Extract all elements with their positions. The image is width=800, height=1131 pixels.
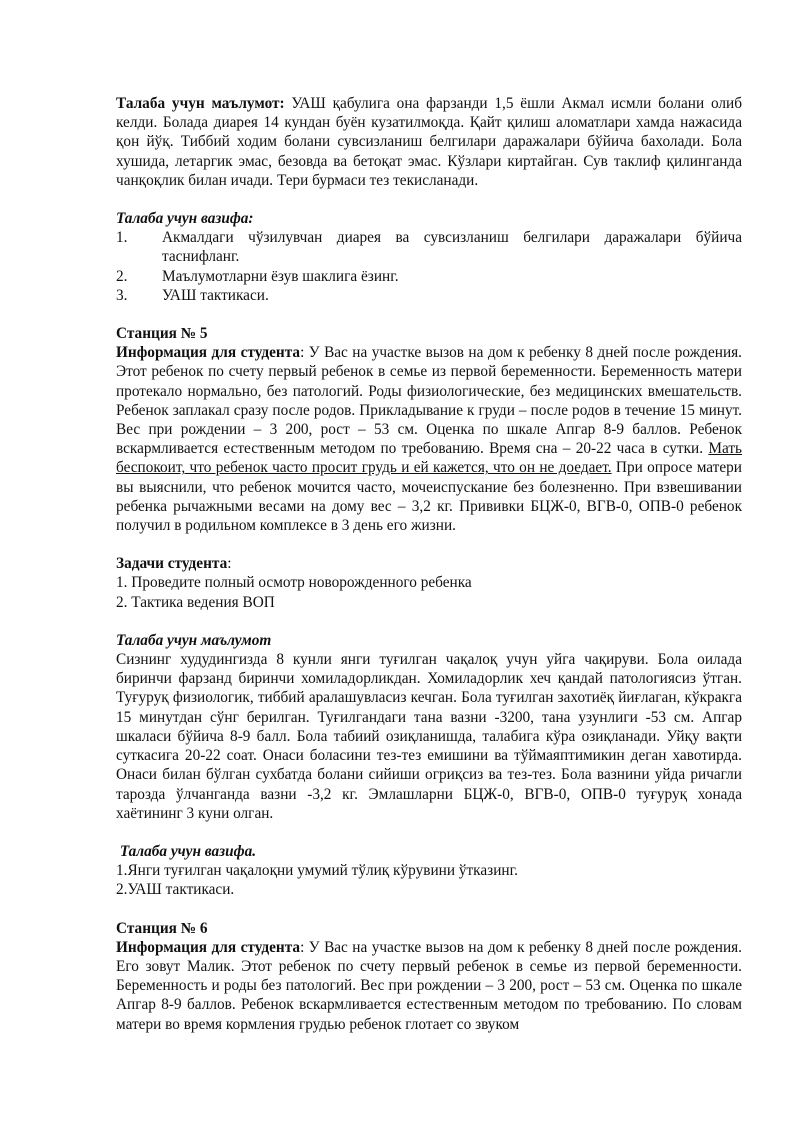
student-info-paragraph-2: Сизнинг худудингизда 8 кунли янги туғилган чақалоқ учун уйга чақируви. Бола оилада биринчи фарзанд биринчи хомиладорликдан. Хомиладорлик хеч қандай патологиясиз ўтган. Туғуруқ физиологик, тиббий аралашувласиз кечган. Бола туғилган захотиёқ йиғлаган, кўкракга 15 минутдан сўнг берилган. Туғилгандаги тана вазни -3200, тана узунлиги -53 см. Апгар шкаласи бўйича 8-9 балл. Бола табиий озиқланишда, талабига кўра озиқланади. Уйқу вақти суткасига 20-22 соат. Онаси боласини тез-тез емишини ва тўймаяптимикин деган хавотирда. Онаси билан бўлган сухбатда болани сийиши огриқсиз ва тез-тез. Бола вазнини уйда ричагли тарозда ўлчанганда вазни -3,2 кг. Эмлашларни БЦЖ-0, ВГВ-0, ОПВ-0 туғуруқ хонада хаётининг 3 куни олган.: [116, 651, 742, 822]
station-6-info-label: Информация для студента: [116, 938, 301, 956]
station-5-task-2: 2. Тактика ведения ВОП: [116, 593, 275, 611]
station-5-info-paragraph: Информация для студента: У Вас на участке вызов на дом к ребенку 8 дней после рождения. Этот ребенок по счету первый ребенок в семье из первой беременности. Беременность матери протекало нормально, без патологий. Роды физиологические, без медицинских вмешательств. Ребенок заплакал сразу после родов. Прикладывание к груди – после родов в течение 15 минут. Вес при рождении – 3 200, рост – 53 см. Оценка по шкале Апгар 8-9 баллов. Ребенок вскармливается естественным методом по требованию. Время сна – 20-22 часа в сутки. Мать беспокоит, что ребенок часто просит грудь и ей кажется, что он не доедает. При опросе матери вы выяснили, что ребенок мочится часто, мочеиспускание без болезненно. При взвешивании ребенка рычажными весами на дому вес – 3,2 кг. Прививки БЦЖ-0, ВГВ-0, ОПВ-0 ребенок получил в родильном комплексе в 3 день его жизни.: [116, 344, 742, 535]
station-5-underlined-text: Мать беспокоит, что ребенок часто просит грудь и ей кажется, что он не доедает.: [116, 440, 742, 477]
station-6-info-paragraph: Информация для студента: У Вас на участке вызов на дом к ребенку 8 дней после рождения. Его зовут Малик. Этот ребенок по счету первый ребенок в семье из первой беременности. Беременность и роды без патологий. Вес при рождении – 3 200, рост – 53 см. Оценка по шкале Апгар 8-9 баллов. Ребенок вскармливается естественным методом по требованию. По словам матери во время кормления грудью ребенок глотает со звуком: [116, 938, 742, 1033]
student-task-heading-2: Талаба учун вазифа.: [116, 842, 257, 860]
station-5-info-label: Информация для студента: [116, 344, 301, 362]
student-info-text: УАШ қабулига она фарзанди 1,5 ёшли Акмал исмли болани олиб келди. Болада диарея 14 кундан буён кузатилмоқда. Қайт қилиш аломатлари хамда нажасида қон йўқ. Тиббий ходим болани сувсизланиш белгилари даражалари бўйича бахолади. Бола хушида, летаргик эмас, безовда ва бетоқат эмас. Кўзлари киртайган. Сув таклиф қилинганда чанқоқлик билан ичади. Тери бурмаси тез текисланади.: [116, 95, 743, 189]
student-info-label: Талаба учун маълумот:: [116, 95, 285, 112]
student-task-heading-1: Талаба учун вазифа:: [116, 210, 254, 228]
student-task-2-item-1: 1.Янги туғилган чақалоқни умумий тўлиқ кўрувини ўтказинг.: [116, 862, 518, 880]
student-task-list-1: [116, 228, 742, 305]
station-6-title: Станция № 6: [116, 919, 208, 937]
station-5-task-1: 1. Проведите полный осмотр новорожденного ребенка: [116, 574, 472, 592]
list-item: 1. Акмалдаги чўзилувчан диарея ва сувсизланиш белгилари даражалари бўйича таснифланг.: [116, 229, 742, 266]
list-item: 2. Маълумотларни ёзув шаклига ёзинг.: [116, 267, 399, 285]
document-page: [116, 94, 742, 1034]
station-5-title: Станция № 5: [116, 325, 208, 343]
student-task-2-item-2: 2.УАШ тактикаси.: [116, 881, 235, 899]
student-info-heading-2: Талаба учун маълумот: [116, 631, 272, 649]
list-item: 3. УАШ тактикаси.: [116, 286, 269, 304]
station-5-tasks-heading: Задачи студента:: [116, 555, 232, 573]
student-info-paragraph-1: [116, 94, 742, 190]
